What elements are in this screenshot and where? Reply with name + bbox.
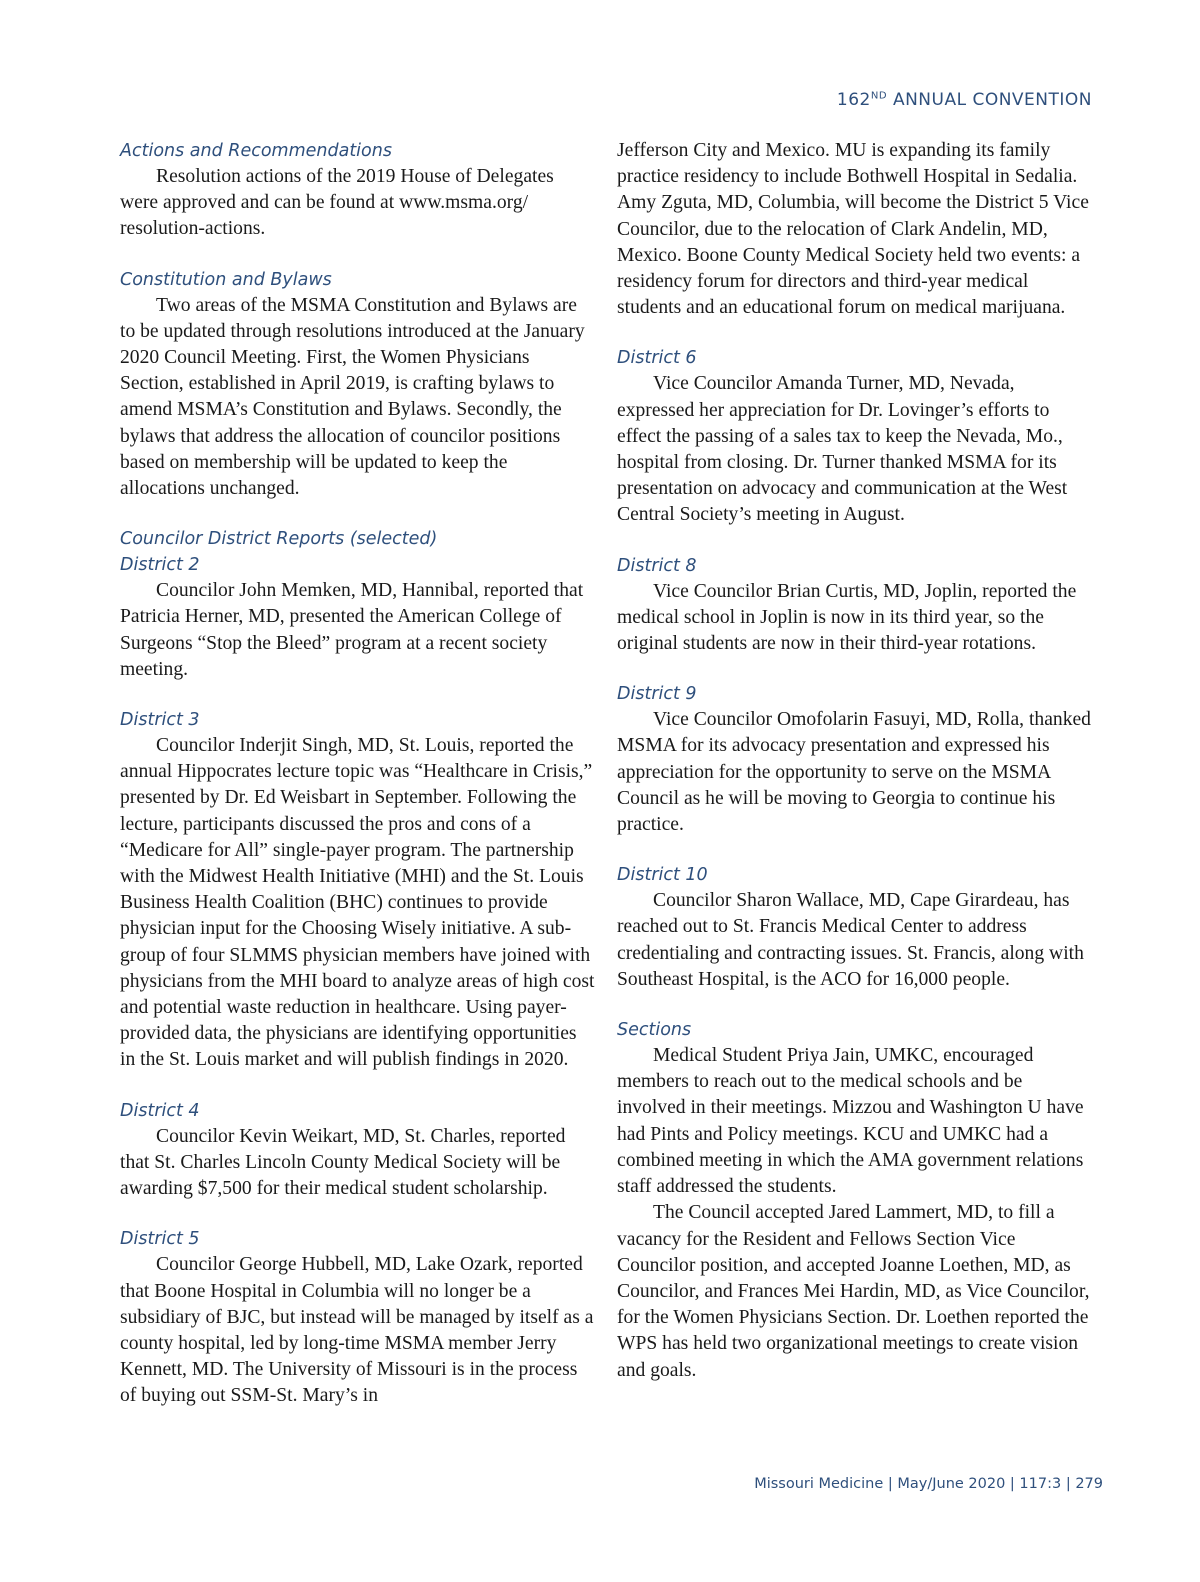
district10-paragraph: Councilor Sharon Wallace, MD, Cape Girardeau, has reached out to St. Francis Medical Center to address credentialing and contracting issues. St. Francis, along with Southeast Hospital, is the ACO for 16,000 people. bbox=[617, 890, 1084, 990]
district8-paragraph: Vice Councilor Brian Curtis, MD, Joplin, reported the medical school in Joplin is now in its third year, so the original students are now in their third-year rotations. bbox=[617, 580, 1077, 655]
district4-heading: District 4 bbox=[120, 1100, 200, 1121]
district2-heading: District 2 bbox=[120, 555, 200, 576]
left-column bbox=[120, 138, 596, 1410]
district5-paragraph: Councilor George Hubbell, MD, Lake Ozark, reported that Boone Hospital in Columbia will no longer be a subsidiary of BJC, but instead will be managed by itself as a county hospital, led by long-time MSMA member Jerry Kennett, MD. The University of Missouri is in the process of buying out SSM-St. Mary’s in bbox=[120, 1254, 594, 1407]
district9-paragraph: Vice Councilor Omofolarin Fasuyi, MD, Rolla, thanked MSMA for its advocacy presentation and expressed his appreciation for the opportunity to serve on the MSMA Council as he will be moving to Georgia to continue his practice. bbox=[617, 709, 1091, 836]
district8-heading: District 8 bbox=[617, 555, 697, 576]
convention-title: ANNUAL CONVENTION bbox=[892, 90, 1092, 110]
sections-paragraph-2: The Council accepted Jared Lammert, MD, to fill a vacancy for the Resident and Fellows Section Vice Councilor position, and accepted Joanne Loethen, MD, as Councilor, and Frances Mei Hardin, MD, as Vice Councilor, for the Women Physicians Section. Dr. Loethen reported the WPS has held two organizational meetings to create vision and goals. bbox=[617, 1202, 1090, 1381]
running-header bbox=[837, 90, 1092, 110]
district10-heading: District 10 bbox=[617, 865, 708, 886]
constitution-paragraph: Two areas of the MSMA Constitution and Bylaws are to be updated through resolutions introduced at the January 2020 Council Meeting. First, the Women Physicians Section, established in April 2019, is crafting bylaws to amend MSMA’s Constitution and Bylaws. Secondly, the bylaws that address the allocation of councilor positions based on membership will be updated to keep the allocations unchanged. bbox=[120, 294, 585, 500]
district6-heading: District 6 bbox=[617, 348, 697, 369]
district3-heading: District 3 bbox=[120, 710, 200, 731]
district5-heading: District 5 bbox=[120, 1229, 200, 1250]
sections-heading: Sections bbox=[617, 1020, 692, 1041]
convention-number-suffix: ND bbox=[870, 90, 888, 102]
district3-paragraph: Councilor Inderjit Singh, MD, St. Louis, reported the annual Hippocrates lecture topic was “Healthcare in Crisis,” presented by Dr. Ed Weisbart in September. Following the lecture, participants discussed the pros and cons of a “Medicare for All” single-payer program. The partnership with the Midwest Health Initiative (MHI) and the St. Louis Business Health Coalition (BHC) continues to provide physician input for the Choosing Wisely initiative. A sub-group of four SLMMS physician members have joined with physicians from the MHI board to analyze areas of high cost and potential waste reduction in healthcare. Using payer-provided data, the physicians are identifying opportunities in the St. Louis market and will publish findings in 2020. bbox=[120, 735, 595, 1071]
district4-paragraph: Councilor Kevin Weikart, MD, St. Charles, reported that St. Charles Lincoln County Medical Society will be awarding $7,500 for their medical student scholarship. bbox=[120, 1125, 566, 1200]
page-footer: Missouri Medicine | May/June 2020 | 117:3 | 279 bbox=[754, 1476, 1103, 1492]
actions-heading: Actions and Recommendations bbox=[120, 141, 392, 161]
district2-paragraph: Councilor John Memken, MD, Hannibal, reported that Patricia Herner, MD, presented the American College of Surgeons “Stop the Bleed” program at a recent society meeting. bbox=[120, 580, 584, 680]
district-reports-heading: Councilor District Reports (selected) bbox=[120, 529, 438, 550]
actions-paragraph: Resolution actions of the 2019 House of Delegates were approved and can be found at www.msma.org/ resolution-actions. bbox=[120, 166, 554, 240]
district6-paragraph: Vice Councilor Amanda Turner, MD, Nevada, expressed her appreciation for Dr. Lovinger’s efforts to effect the passing of a sales tax to keep the Nevada, Mo., hospital from closing. Dr. Turner thanked MSMA for its presentation on advocacy and communication at the West Central Society’s meeting in August. bbox=[617, 373, 1068, 526]
constitution-heading: Constitution and Bylaws bbox=[120, 269, 332, 290]
convention-number: 162 bbox=[836, 90, 871, 110]
right-column bbox=[617, 138, 1093, 1384]
sections-paragraph-1: Medical Student Priya Jain, UMKC, encouraged members to reach out to the medical schools and be involved in their meetings. Mizzou and Washington U have had Pints and Policy meetings. KCU and UMKC had a combined meeting in which the AMA government relations staff addressed the students. bbox=[617, 1045, 1084, 1198]
district5-continued-paragraph: Jefferson City and Mexico. MU is expanding its family practice residency to include Bothwell Hospital in Sedalia. Amy Zguta, MD, Columbia, will become the District 5 Vice Councilor, due to the relocation of Clark Andelin, MD, Mexico. Boone County Medical Society held two events: a residency forum for directors and third-year medical students and an educational forum on medical marijuana. bbox=[617, 140, 1089, 319]
district9-heading: District 9 bbox=[617, 684, 697, 705]
